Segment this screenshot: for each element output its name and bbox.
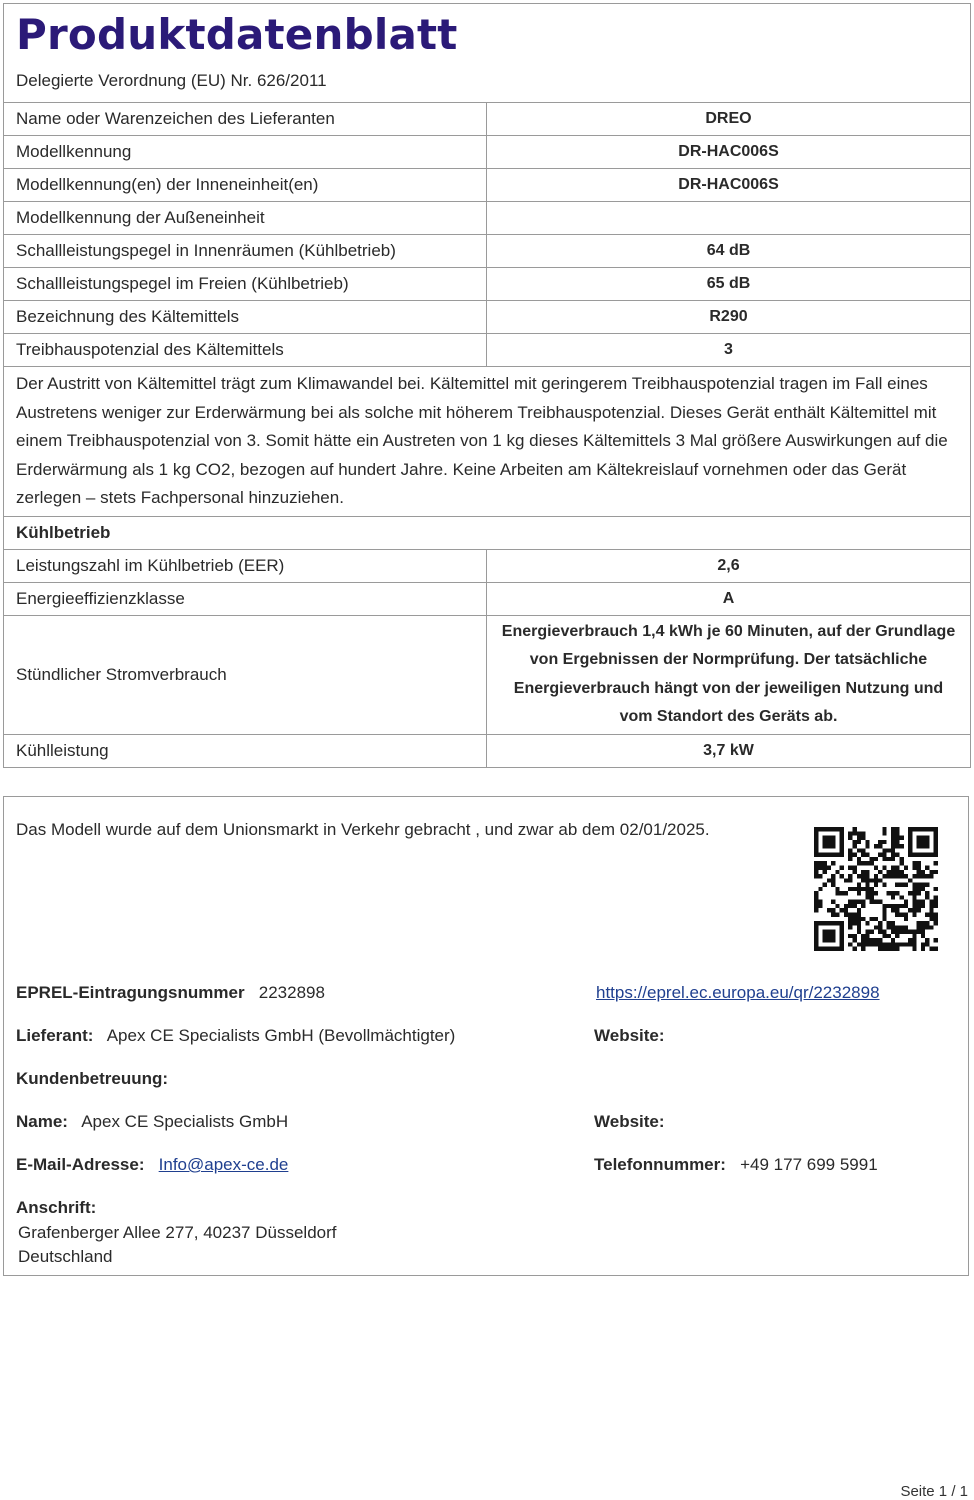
row-label: Energieeffizienzklasse [4,582,487,615]
section-title-cooling: Kühlbetrieb [4,516,970,549]
table-row [4,734,970,767]
row-label: Schallleistungspegel in Innenräumen (Kühlbetrieb) [4,235,487,268]
phone-label: Telefonnummer: [594,1155,726,1174]
table-row [4,582,970,615]
table-row [4,268,970,301]
table-row [4,334,970,367]
supplier-line [16,1025,455,1047]
row-value: 3 [487,334,971,367]
row-value: DR-HAC006S [487,136,971,169]
customer-service-heading: Kundenbetreuung: [16,1069,169,1088]
row-label: Bezeichnung des Kältemittels [4,301,487,334]
email-label: E-Mail-Adresse: [16,1155,145,1174]
address-line-2: Deutschland [18,1247,113,1266]
row-label: Kühlleistung [4,734,487,767]
regulation-reference: Delegierte Verordnung (EU) Nr. 626/2011 [16,71,327,90]
row-value [487,202,971,235]
section-row [4,516,970,549]
address-label: Anschrift: [16,1198,97,1217]
supplier-value: Apex CE Specialists GmbH (Bevollmächtigter) [106,1026,456,1045]
address-line-1: Grafenberger Allee 277, 40237 Düsseldorf [18,1223,337,1242]
page-title: Produktdatenblatt [16,10,458,59]
row-label: Treibhauspotenzial des Kältemittels [4,334,487,367]
supplier-label: Lieferant: [16,1026,94,1045]
row-value: Energieverbrauch 1,4 kWh je 60 Minuten, auf der Grundlage von Ergebnissen der Normprüfung. Der tatsächliche Energieverbrauch hängt von der jeweiligen Nutzung und vom Standort des Geräts ab. [487,615,971,734]
phone-value: +49 177 699 5991 [740,1155,878,1174]
row-value: DR-HAC006S [487,169,971,202]
customer-service-name [16,1111,288,1133]
row-label: Leistungszahl im Kühlbetrieb (EER) [4,549,487,582]
eprel-label: EPREL-Eintragungsnummer [16,983,245,1002]
eprel-registration [16,982,325,1004]
customer-service-phone [594,1154,878,1176]
table-row [4,103,970,136]
table-row [4,615,970,734]
row-label: Name oder Warenzeichen des Lieferanten [4,103,487,136]
table-row [4,136,970,169]
table-row [4,202,970,235]
eprel-link[interactable]: https://eprel.ec.europa.eu/qr/2232898 [596,983,880,1002]
refrigerant-note: Der Austritt von Kältemittel trägt zum Klimawandel bei. Kältemittel mit geringerem Treibhauspotenzial tragen im Fall eines Austretens weniger zur Erderwärmung bei als solche mit höherem Treibhauspotenzial. Dieses Gerät enthält Kältemittel mit einem Treibhauspotenzial von 3. Somit hätte ein Austreten von 1 kg dieses Kältemittels 3 Mal größere Auswirkungen auf die Erderwärmung als 1 kg CO2, bezogen auf hundert Jahre. Keine Arbeiten am Kältekreislauf vornehmen oder das Gerät zerlegen – stets Fachpersonal hinzuziehen. [4,367,970,517]
row-value: R290 [487,301,971,334]
customer-service-email [16,1154,288,1176]
row-value: 65 dB [487,268,971,301]
customer-service-website-label: Website: [594,1112,665,1131]
table-row [4,549,970,582]
supplier-website-label: Website: [594,1026,665,1045]
email-link[interactable]: Info@apex-ce.de [158,1155,289,1174]
title-block [4,4,970,103]
page-number: Seite 1 / 1 [900,1483,968,1500]
refrigerant-note-row [4,367,970,517]
spec-table [4,103,970,768]
eprel-number: 2232898 [258,983,325,1002]
row-label: Modellkennung [4,136,487,169]
table-row [4,169,970,202]
row-value: 64 dB [487,235,971,268]
row-label: Modellkennung(en) der Inneneinheit(en) [4,169,487,202]
row-label: Modellkennung der Außeneinheit [4,202,487,235]
qr-code-icon[interactable] [814,827,938,951]
row-value: 3,7 kW [487,734,971,767]
product-data-sheet [3,3,971,768]
registration-info-box [3,796,969,1276]
name-label: Name: [16,1112,68,1131]
table-row [4,235,970,268]
row-value: DREO [487,103,971,136]
table-row [4,301,970,334]
row-value: A [487,582,971,615]
row-value: 2,6 [487,549,971,582]
market-statement: Das Modell wurde auf dem Unionsmarkt in Verkehr gebracht , und zwar ab dem 02/01/2025. [16,820,710,839]
row-label: Schallleistungspegel im Freien (Kühlbetrieb) [4,268,487,301]
name-value: Apex CE Specialists GmbH [81,1112,289,1131]
row-label: Stündlicher Stromverbrauch [4,615,487,734]
